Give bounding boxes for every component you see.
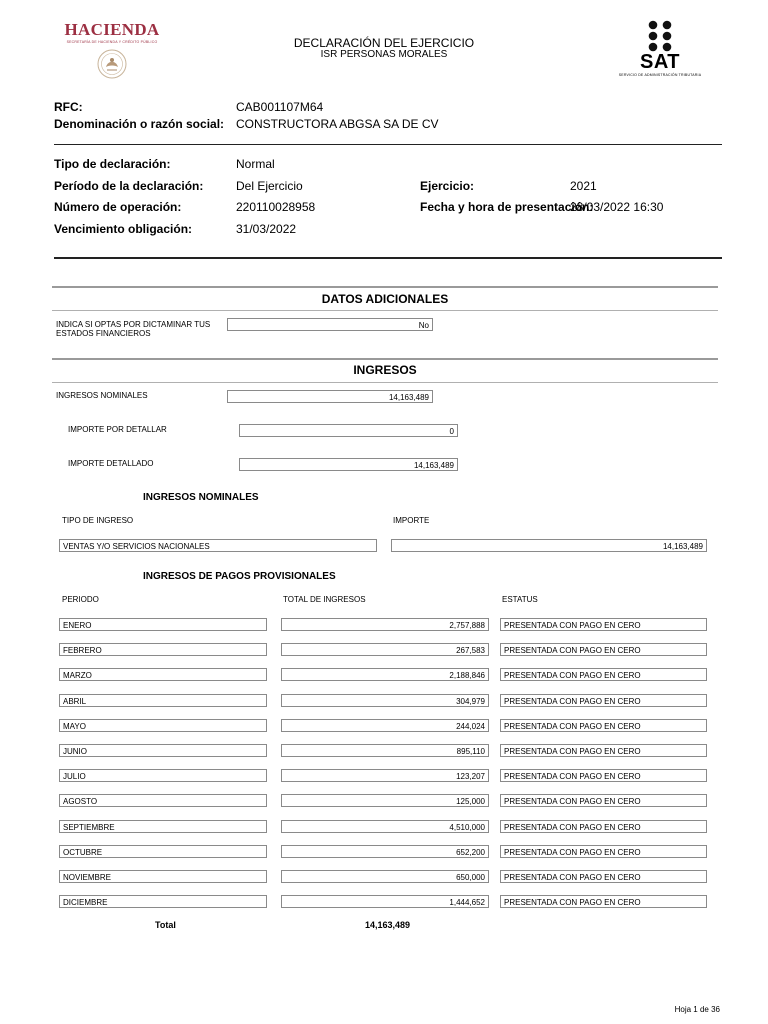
periodo-field[interactable]: MAYO xyxy=(59,719,267,732)
estatus-field[interactable]: PRESENTADA CON PAGO EN CERO xyxy=(500,820,707,833)
total-ingresos-field[interactable]: 650,000 xyxy=(281,870,489,883)
ingresos-nominales-field[interactable]: 14,163,489 xyxy=(227,390,433,403)
estatus-field[interactable]: PRESENTADA CON PAGO EN CERO xyxy=(500,870,707,883)
ejercicio-value: 2021 xyxy=(570,179,597,193)
eagle-seal-icon xyxy=(96,48,128,80)
datos-adicionales-title: DATOS ADICIONALES xyxy=(321,292,449,306)
periodo-field[interactable]: FEBRERO xyxy=(59,643,267,656)
col-periodo: PERIODO xyxy=(62,595,99,604)
dictaminar-label-line1: INDICA SI OPTAS POR DICTAMINAR TUS xyxy=(56,320,211,329)
tipo-label: Tipo de declaración: xyxy=(54,157,171,171)
tipo-value: Normal xyxy=(236,157,275,171)
hacienda-logo xyxy=(62,20,162,82)
total-ingresos-field[interactable]: 1,444,652 xyxy=(281,895,489,908)
estatus-field[interactable]: PRESENTADA CON PAGO EN CERO xyxy=(500,618,707,631)
total-ingresos-field[interactable]: 125,000 xyxy=(281,794,489,807)
estatus-field[interactable]: PRESENTADA CON PAGO EN CERO xyxy=(500,769,707,782)
periodo-field[interactable]: ENERO xyxy=(59,618,267,631)
numero-value: 220110028958 xyxy=(236,200,316,214)
total-ingresos-field[interactable]: 123,207 xyxy=(281,769,489,782)
vencimiento-value: 31/03/2022 xyxy=(236,222,297,236)
periodo-field[interactable]: MARZO xyxy=(59,668,267,681)
total-label: Total xyxy=(155,920,176,930)
col-estatus: ESTATUS xyxy=(502,595,538,604)
estatus-field[interactable]: PRESENTADA CON PAGO EN CERO xyxy=(500,668,707,681)
importe-por-detallar-label: IMPORTE POR DETALLAR xyxy=(68,425,167,434)
estatus-field[interactable]: PRESENTADA CON PAGO EN CERO xyxy=(500,794,707,807)
hacienda-logo-text: HACIENDA xyxy=(64,20,160,39)
rfc-label: RFC: xyxy=(54,100,83,114)
periodo-field[interactable]: NOVIEMBRE xyxy=(59,870,267,883)
col-tipo-de-ingreso: TIPO DE INGRESO xyxy=(62,516,134,525)
hacienda-logo-subtext: SECRETARÍA DE HACIENDA Y CRÉDITO PÚBLICO xyxy=(66,40,158,44)
importe-detallado-label: IMPORTE DETALLADO xyxy=(68,459,154,468)
fecha-value: 28/03/2022 16:30 xyxy=(570,200,664,214)
estatus-field[interactable]: PRESENTADA CON PAGO EN CERO xyxy=(500,719,707,732)
dictaminar-label-line2: ESTADOS FINANCIEROS xyxy=(56,329,151,338)
periodo-field[interactable]: JULIO xyxy=(59,769,267,782)
total-ingresos-field[interactable]: 895,110 xyxy=(281,744,489,757)
total-ingresos-field[interactable]: 244,024 xyxy=(281,719,489,732)
estatus-field[interactable]: PRESENTADA CON PAGO EN CERO xyxy=(500,895,707,908)
section-rule xyxy=(52,358,718,360)
page-number: Hoja 1 de 36 xyxy=(674,1005,720,1014)
sat-dots-icon xyxy=(644,20,676,52)
section-rule xyxy=(52,310,718,311)
total-ingresos-field[interactable]: 304,979 xyxy=(281,694,489,707)
estatus-field[interactable]: PRESENTADA CON PAGO EN CERO xyxy=(500,694,707,707)
periodo-field[interactable]: SEPTIEMBRE xyxy=(59,820,267,833)
divider xyxy=(54,144,722,145)
col-importe: IMPORTE xyxy=(393,516,430,525)
col-total-de-ingresos: TOTAL DE INGRESOS xyxy=(283,595,366,604)
importe-detallado-field[interactable]: 14,163,489 xyxy=(239,458,458,471)
section-rule xyxy=(52,286,718,288)
rfc-value: CAB001107M64 xyxy=(236,100,324,114)
name-value: CONSTRUCTORA ABGSA SA DE CV xyxy=(236,117,439,131)
sat-logo-subtext: SERVICIO DE ADMINISTRACIÓN TRIBUTARIA xyxy=(618,73,702,77)
estatus-field[interactable]: PRESENTADA CON PAGO EN CERO xyxy=(500,845,707,858)
ingresos-nominales-subtitle: INGRESOS NOMINALES xyxy=(143,492,259,503)
importe-por-detallar-field[interactable]: 0 xyxy=(239,424,458,437)
total-ingresos-field[interactable]: 652,200 xyxy=(281,845,489,858)
numero-label: Número de operación: xyxy=(54,200,182,214)
dictaminar-field[interactable]: No xyxy=(227,318,433,331)
document-subtitle: ISR PERSONAS MORALES xyxy=(320,49,448,60)
tipo-ingreso-field[interactable]: VENTAS Y/O SERVICIOS NACIONALES xyxy=(59,539,377,552)
ejercicio-label: Ejercicio: xyxy=(420,179,475,193)
periodo-field[interactable]: AGOSTO xyxy=(59,794,267,807)
ingresos-title: INGRESOS xyxy=(353,363,417,377)
sat-logo-text: SAT xyxy=(639,51,680,73)
document-title: DECLARACIÓN DEL EJERCICIO xyxy=(293,36,475,50)
total-ingresos-field[interactable]: 4,510,000 xyxy=(281,820,489,833)
section-rule xyxy=(52,382,718,383)
estatus-field[interactable]: PRESENTADA CON PAGO EN CERO xyxy=(500,643,707,656)
periodo-value: Del Ejercicio xyxy=(236,179,303,193)
name-label: Denominación o razón social: xyxy=(54,117,225,131)
ingresos-nominales-label: INGRESOS NOMINALES xyxy=(56,391,148,400)
total-value: 14,163,489 xyxy=(365,920,411,930)
vencimiento-label: Vencimiento obligación: xyxy=(54,222,193,236)
total-ingresos-field[interactable]: 2,757,888 xyxy=(281,618,489,631)
pagos-provisionales-subtitle: INGRESOS DE PAGOS PROVISIONALES xyxy=(143,571,336,582)
fecha-label: Fecha y hora de presentación: xyxy=(420,200,594,214)
periodo-field[interactable]: DICIEMBRE xyxy=(59,895,267,908)
estatus-field[interactable]: PRESENTADA CON PAGO EN CERO xyxy=(500,744,707,757)
total-ingresos-field[interactable]: 267,583 xyxy=(281,643,489,656)
periodo-label: Período de la declaración: xyxy=(54,179,204,193)
periodo-field[interactable]: OCTUBRE xyxy=(59,845,267,858)
divider xyxy=(54,257,722,259)
sat-logo xyxy=(608,20,712,82)
periodo-field[interactable]: JUNIO xyxy=(59,744,267,757)
importe-field[interactable]: 14,163,489 xyxy=(391,539,707,552)
total-ingresos-field[interactable]: 2,188,846 xyxy=(281,668,489,681)
periodo-field[interactable]: ABRIL xyxy=(59,694,267,707)
